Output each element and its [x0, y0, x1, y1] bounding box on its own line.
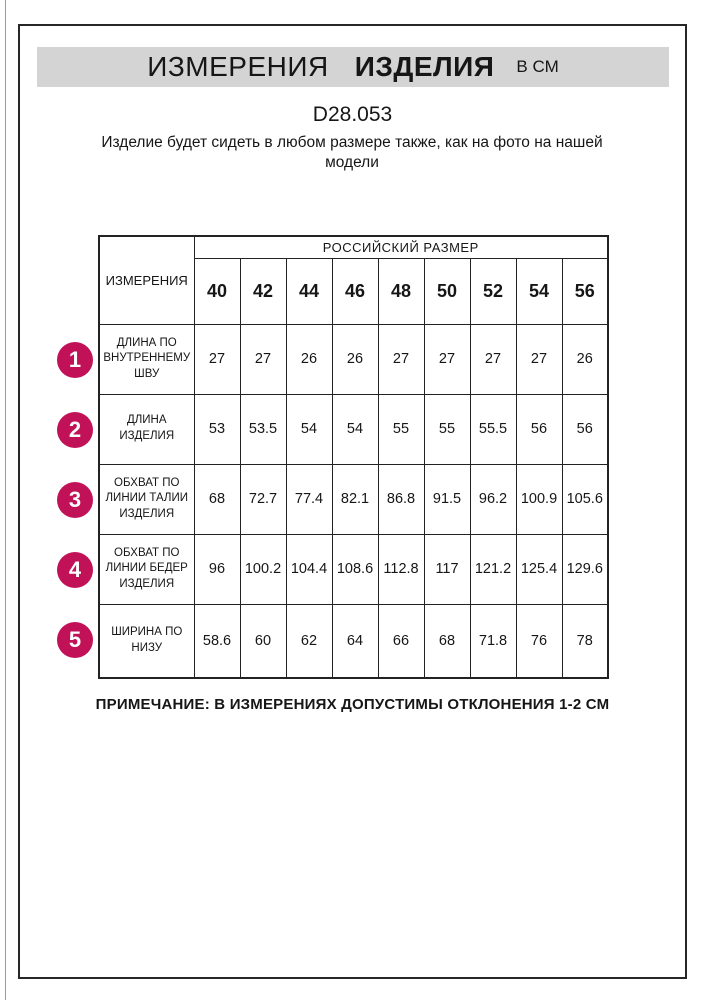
page-title-emphasis: ИЗДЕЛИЯ [354, 51, 495, 82]
size-column-header: 46 [332, 258, 378, 324]
measurement-value: 96 [194, 534, 240, 604]
note-text: ПРИМЕЧАНИЕ: В ИЗМЕРЕНИЯХ ДОПУСТИМЫ ОТКЛОНЕНИЯ 1-2 СМ [95, 696, 610, 713]
measurement-row [99, 394, 608, 464]
measurement-value: 112.8 [378, 534, 424, 604]
measurement-row [99, 464, 608, 534]
measurement-value: 55.5 [470, 394, 516, 464]
measurement-value: 27 [470, 324, 516, 394]
page-title-unit: В СМ [516, 57, 559, 76]
measurement-label: ДЛИНА ИЗДЕЛИЯ [99, 394, 194, 464]
model-code: D28.053 [312, 103, 393, 126]
measurement-value: 125.4 [516, 534, 562, 604]
measurement-value: 54 [286, 394, 332, 464]
measurement-value: 66 [378, 604, 424, 678]
measurement-value: 26 [286, 324, 332, 394]
measurement-value: 82.1 [332, 464, 378, 534]
measurement-value: 76 [516, 604, 562, 678]
measurement-row [99, 534, 608, 604]
size-column-header: 42 [240, 258, 286, 324]
measurements-column-header: ИЗМЕРЕНИЯ [99, 236, 194, 324]
measurement-value: 129.6 [562, 534, 608, 604]
size-column-header: 44 [286, 258, 332, 324]
title-bar [37, 47, 669, 87]
size-column-header: 56 [562, 258, 608, 324]
measurement-value: 86.8 [378, 464, 424, 534]
measurement-value: 100.2 [240, 534, 286, 604]
measurement-value: 60 [240, 604, 286, 678]
measurement-value: 104.4 [286, 534, 332, 604]
measurement-value: 55 [378, 394, 424, 464]
measurement-value: 96.2 [470, 464, 516, 534]
measurement-value: 77.4 [286, 464, 332, 534]
measurement-value: 72.7 [240, 464, 286, 534]
row-number-badge: 4 [57, 552, 93, 588]
measurement-value: 54 [332, 394, 378, 464]
page-title: ИЗМЕРЕНИЯ [147, 51, 329, 82]
measurement-label: ОБХВАТ ПО ЛИНИИ ТАЛИИ ИЗДЕЛИЯ [99, 464, 194, 534]
measurement-value: 56 [516, 394, 562, 464]
measurement-value: 27 [378, 324, 424, 394]
size-group-row [99, 236, 608, 258]
measurement-value: 55 [424, 394, 470, 464]
measurement-value: 68 [194, 464, 240, 534]
measurement-value: 108.6 [332, 534, 378, 604]
measurement-value: 100.9 [516, 464, 562, 534]
measurement-row [99, 604, 608, 678]
measurements-table [98, 235, 609, 679]
measurement-label: ДЛИНА ПО ВНУТРЕННЕМУ ШВУ [99, 324, 194, 394]
measurement-value: 71.8 [470, 604, 516, 678]
measurement-value: 27 [424, 324, 470, 394]
measurement-value: 56 [562, 394, 608, 464]
measurement-value: 68 [424, 604, 470, 678]
size-column-header: 52 [470, 258, 516, 324]
measurement-label: ШИРИНА ПО НИЗУ [99, 604, 194, 678]
measurement-value: 62 [286, 604, 332, 678]
size-column-header: 48 [378, 258, 424, 324]
scan-edge-line [5, 0, 6, 1000]
measurement-value: 53.5 [240, 394, 286, 464]
row-number-badge: 3 [57, 482, 93, 518]
sheet-border [18, 24, 687, 979]
measurement-value: 58.6 [194, 604, 240, 678]
measurement-value: 26 [332, 324, 378, 394]
measurement-value: 117 [424, 534, 470, 604]
row-number-badge: 1 [57, 342, 93, 378]
measurement-value: 64 [332, 604, 378, 678]
measurement-row [99, 324, 608, 394]
row-number-badge: 5 [57, 622, 93, 658]
measurement-value: 105.6 [562, 464, 608, 534]
measurement-value: 121.2 [470, 534, 516, 604]
measurement-value: 27 [194, 324, 240, 394]
measurement-value: 27 [240, 324, 286, 394]
measurement-label: ОБХВАТ ПО ЛИНИИ БЕДЕР ИЗДЕЛИЯ [99, 534, 194, 604]
measurement-value: 78 [562, 604, 608, 678]
size-column-header: 50 [424, 258, 470, 324]
size-group-header: РОССИЙСКИЙ РАЗМЕР [194, 236, 608, 258]
size-column-header: 54 [516, 258, 562, 324]
measurement-value: 26 [562, 324, 608, 394]
measurement-value: 27 [516, 324, 562, 394]
measurement-value: 53 [194, 394, 240, 464]
fit-description: Изделие будет сидеть в любом размере также, как на фото на нашей модели [101, 134, 603, 172]
measurement-value: 91.5 [424, 464, 470, 534]
row-number-badge: 2 [57, 412, 93, 448]
size-column-header: 40 [194, 258, 240, 324]
